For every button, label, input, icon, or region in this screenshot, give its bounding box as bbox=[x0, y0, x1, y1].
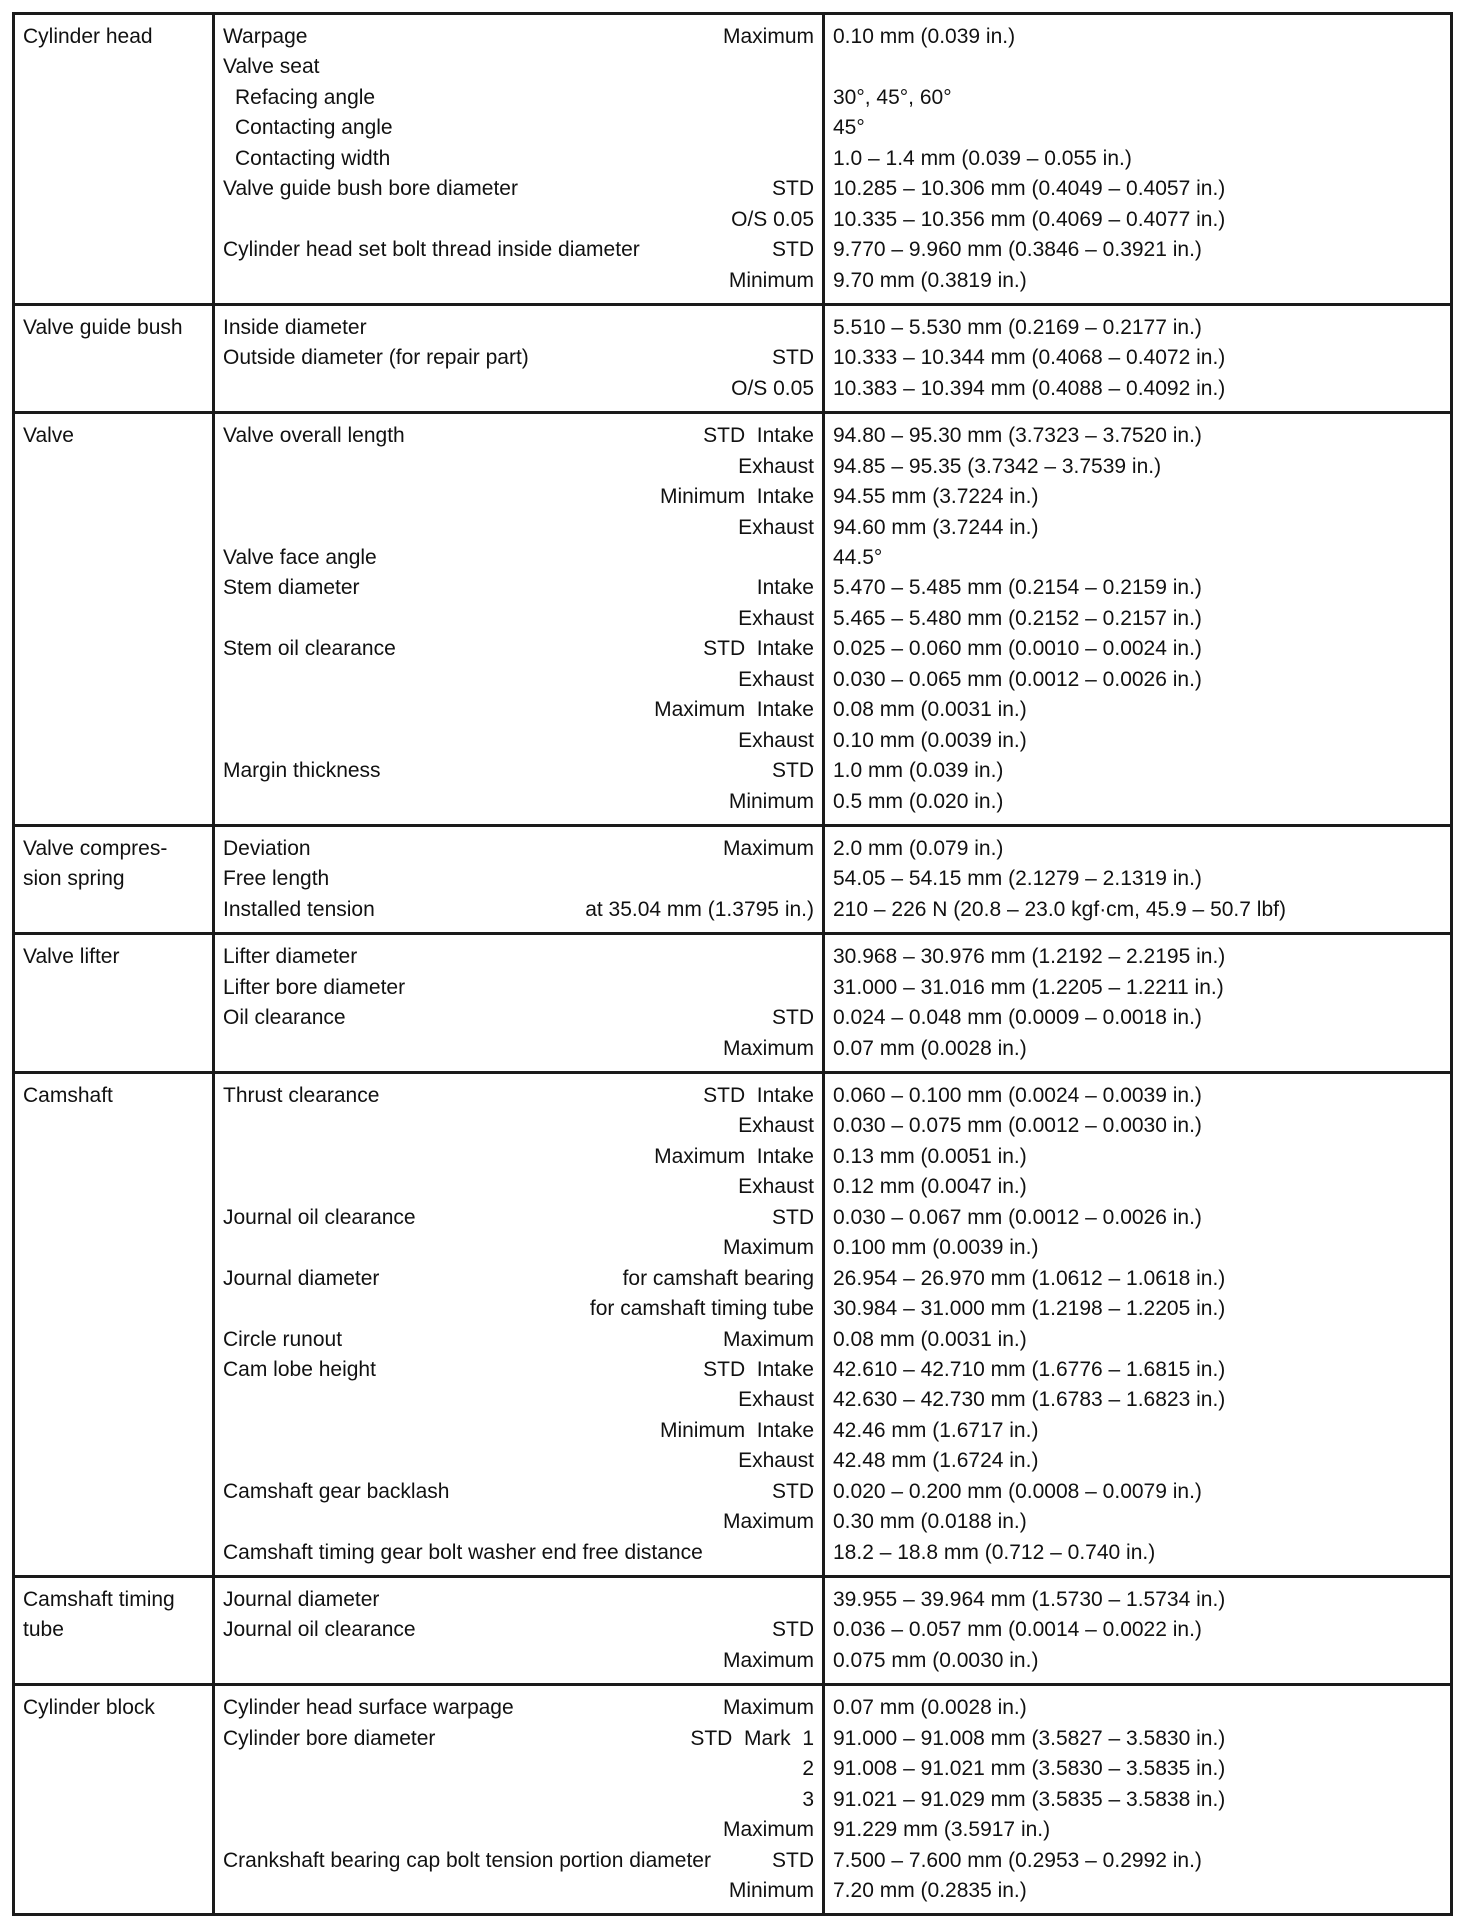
spec-value: 5.465 – 5.480 mm (0.2152 – 0.2157 in.) bbox=[833, 606, 1202, 630]
spec-label: Circle runout bbox=[223, 1327, 343, 1351]
section-title-line: Valve bbox=[23, 424, 74, 448]
spec-row bbox=[223, 1477, 814, 1507]
spec-label: Cam lobe height bbox=[223, 1357, 376, 1381]
spec-value: 0.030 – 0.065 mm (0.0012 – 0.0026 in.) bbox=[833, 667, 1202, 691]
spec-qualifier: STD Intake bbox=[703, 1357, 814, 1381]
spec-qualifier: STD bbox=[772, 1618, 814, 1642]
spec-row bbox=[223, 1754, 814, 1784]
spec-row bbox=[223, 1724, 814, 1754]
section-title bbox=[14, 825, 214, 933]
spec-row bbox=[223, 1264, 814, 1294]
spec-value: 91.000 – 91.008 mm (3.5827 – 3.5830 in.) bbox=[833, 1726, 1226, 1750]
spec-value: 94.80 – 95.30 mm (3.7323 – 3.7520 in.) bbox=[833, 424, 1202, 448]
spec-qualifier: Maximum bbox=[722, 1648, 814, 1672]
spec-qualifier: Exhaust bbox=[738, 1388, 814, 1412]
spec-qualifier: Exhaust bbox=[738, 454, 814, 478]
spec-value: 94.60 mm (3.7244 in.) bbox=[833, 515, 1039, 539]
spec-row bbox=[223, 1538, 814, 1568]
spec-row bbox=[223, 573, 814, 603]
spec-items bbox=[214, 1685, 824, 1915]
spec-value: 18.2 – 18.8 mm (0.712 – 0.740 in.) bbox=[833, 1540, 1156, 1564]
spec-values bbox=[824, 304, 1452, 412]
spec-qualifier: Maximum bbox=[722, 1236, 814, 1260]
spec-row bbox=[223, 1446, 814, 1476]
spec-qualifier: STD Intake bbox=[703, 637, 814, 661]
spec-row bbox=[223, 22, 814, 52]
spec-value: 0.020 – 0.200 mm (0.0008 – 0.0079 in.) bbox=[833, 1479, 1202, 1503]
spec-value bbox=[833, 52, 1442, 82]
spec-section bbox=[14, 14, 1452, 305]
spec-qualifier: STD bbox=[772, 1205, 814, 1229]
spec-row bbox=[223, 1876, 814, 1906]
spec-label: Valve face angle bbox=[223, 546, 377, 569]
spec-qualifier: STD Mark 1 bbox=[690, 1726, 814, 1750]
spec-qualifier: Maximum bbox=[722, 1327, 814, 1351]
section-title-line: sion spring bbox=[23, 867, 125, 891]
spec-value: 5.510 – 5.530 mm (0.2169 – 0.2177 in.) bbox=[833, 315, 1202, 339]
spec-row bbox=[223, 482, 814, 512]
spec-row bbox=[223, 1693, 814, 1723]
spec-value: 42.46 mm (1.6717 in.) bbox=[833, 1418, 1039, 1442]
spec-value: 0.10 mm (0.0039 in.) bbox=[833, 728, 1027, 752]
spec-label: Thrust clearance bbox=[223, 1084, 380, 1107]
spec-value: 1.0 mm (0.039 in.) bbox=[833, 759, 1004, 783]
spec-value: 91.008 – 91.021 mm (3.5830 – 3.5835 in.) bbox=[833, 1757, 1226, 1781]
spec-label: Warpage bbox=[223, 25, 308, 48]
spec-value: 0.060 – 0.100 mm (0.0024 – 0.0039 in.) bbox=[833, 1084, 1202, 1107]
spec-label: Refacing angle bbox=[235, 85, 376, 109]
spec-value: 44.5° bbox=[833, 546, 883, 569]
spec-value: 30.968 – 30.976 mm (1.2192 – 2.2195 in.) bbox=[833, 945, 1226, 969]
spec-row bbox=[223, 1815, 814, 1845]
spec-row bbox=[223, 1416, 814, 1446]
spec-row bbox=[223, 452, 814, 482]
spec-qualifier: Minimum bbox=[728, 1878, 814, 1902]
spec-qualifier: Exhaust bbox=[738, 667, 814, 691]
spec-value: 9.70 mm (0.3819 in.) bbox=[833, 268, 1027, 292]
spec-values bbox=[824, 934, 1452, 1073]
spec-row bbox=[223, 942, 814, 972]
spec-section bbox=[14, 825, 1452, 933]
spec-row bbox=[223, 1785, 814, 1815]
spec-row bbox=[223, 513, 814, 543]
specification-table bbox=[12, 12, 1453, 1916]
spec-qualifier: Minimum bbox=[728, 789, 814, 813]
section-title-line: tube bbox=[23, 1618, 64, 1642]
spec-qualifier: for camshaft bearing bbox=[622, 1266, 814, 1290]
spec-qualifier: Exhaust bbox=[738, 515, 814, 539]
spec-label: Stem diameter bbox=[223, 576, 360, 600]
spec-qualifier: 2 bbox=[802, 1757, 814, 1781]
spec-value: 10.335 – 10.356 mm (0.4069 – 0.4077 in.) bbox=[833, 207, 1226, 231]
spec-row bbox=[223, 205, 814, 235]
spec-value: 94.55 mm (3.7224 in.) bbox=[833, 485, 1039, 509]
spec-label: Free length bbox=[223, 867, 330, 891]
spec-qualifier: STD bbox=[772, 346, 814, 370]
spec-section bbox=[14, 1073, 1452, 1577]
spec-row bbox=[223, 1846, 814, 1876]
spec-row bbox=[223, 374, 814, 404]
spec-row bbox=[223, 1203, 814, 1233]
spec-label: Crankshaft bearing cap bolt tension portion diameter bbox=[223, 1848, 711, 1872]
spec-row bbox=[223, 313, 814, 343]
spec-row bbox=[223, 1507, 814, 1537]
spec-label: Cylinder head surface warpage bbox=[223, 1696, 514, 1720]
spec-value: 0.025 – 0.060 mm (0.0010 – 0.0024 in.) bbox=[833, 637, 1202, 661]
spec-label: Margin thickness bbox=[223, 759, 381, 783]
spec-value: 42.630 – 42.730 mm (1.6783 – 1.6823 in.) bbox=[833, 1388, 1226, 1412]
spec-row bbox=[223, 895, 814, 925]
spec-qualifier: STD bbox=[772, 238, 814, 262]
spec-qualifier: at 35.04 mm (1.3795 in.) bbox=[585, 897, 814, 921]
spec-value: 0.08 mm (0.0031 in.) bbox=[833, 698, 1027, 722]
spec-label: Valve guide bush bore diameter bbox=[223, 177, 518, 201]
spec-qualifier: Maximum bbox=[722, 1510, 814, 1534]
spec-qualifier: O/S 0.05 bbox=[731, 376, 814, 400]
spec-row bbox=[223, 113, 814, 143]
spec-qualifier: STD bbox=[772, 1006, 814, 1030]
spec-value: 0.024 – 0.048 mm (0.0009 – 0.0018 in.) bbox=[833, 1006, 1202, 1030]
spec-row bbox=[223, 756, 814, 786]
spec-value: 0.08 mm (0.0031 in.) bbox=[833, 1327, 1027, 1351]
spec-value: 9.770 – 9.960 mm (0.3846 – 0.3921 in.) bbox=[833, 238, 1202, 262]
spec-value: 26.954 – 26.970 mm (1.0612 – 1.0618 in.) bbox=[833, 1266, 1226, 1290]
spec-value: 0.12 mm (0.0047 in.) bbox=[833, 1175, 1027, 1199]
spec-row bbox=[223, 634, 814, 664]
section-title-line: Valve guide bush bbox=[23, 315, 183, 339]
spec-row bbox=[223, 973, 814, 1003]
spec-row bbox=[223, 1142, 814, 1172]
spec-row bbox=[223, 787, 814, 817]
spec-label: Outside diameter (for repair part) bbox=[223, 346, 529, 370]
spec-value: 10.383 – 10.394 mm (0.4088 – 0.4092 in.) bbox=[833, 376, 1226, 400]
spec-value: 0.13 mm (0.0051 in.) bbox=[833, 1144, 1027, 1168]
spec-row bbox=[223, 1081, 814, 1111]
spec-value: 31.000 – 31.016 mm (1.2205 – 1.2211 in.) bbox=[833, 975, 1224, 999]
spec-qualifier: Exhaust bbox=[738, 1175, 814, 1199]
specification-table-body bbox=[14, 14, 1452, 1915]
section-title-line: Cylinder head bbox=[23, 25, 153, 48]
spec-row bbox=[223, 1585, 814, 1615]
spec-value: 54.05 – 54.15 mm (2.1279 – 2.1319 in.) bbox=[833, 867, 1202, 891]
spec-value: 91.229 mm (3.5917 in.) bbox=[833, 1818, 1051, 1842]
spec-values bbox=[824, 14, 1452, 305]
spec-label: Camshaft gear backlash bbox=[223, 1479, 450, 1503]
spec-section bbox=[14, 304, 1452, 412]
spec-row bbox=[223, 1615, 814, 1645]
spec-row bbox=[223, 266, 814, 296]
spec-value: 42.610 – 42.710 mm (1.6776 – 1.6815 in.) bbox=[833, 1357, 1226, 1381]
spec-value: 94.85 – 95.35 (3.7342 – 3.7539 in.) bbox=[833, 454, 1162, 478]
spec-row bbox=[223, 1111, 814, 1141]
spec-row bbox=[223, 83, 814, 113]
spec-row bbox=[223, 235, 814, 265]
spec-qualifier: Maximum bbox=[722, 25, 814, 48]
spec-label: Journal diameter bbox=[223, 1266, 380, 1290]
spec-row bbox=[223, 604, 814, 634]
spec-row bbox=[223, 52, 814, 82]
spec-qualifier: Maximum bbox=[722, 836, 814, 860]
spec-label: Oil clearance bbox=[223, 1006, 346, 1030]
spec-value: 42.48 mm (1.6724 in.) bbox=[833, 1449, 1039, 1473]
spec-label: Valve seat bbox=[223, 55, 320, 79]
spec-value: 210 – 226 N (20.8 – 23.0 kgf·cm, 45.9 – 50.7 lbf) bbox=[833, 897, 1286, 921]
spec-qualifier: Maximum bbox=[722, 1036, 814, 1060]
spec-label: Contacting width bbox=[235, 146, 391, 170]
spec-row bbox=[223, 1294, 814, 1324]
spec-value: 0.5 mm (0.020 in.) bbox=[833, 789, 1004, 813]
spec-row bbox=[223, 695, 814, 725]
spec-qualifier: STD bbox=[772, 1848, 814, 1872]
section-title-line: Valve compres- bbox=[23, 836, 168, 860]
spec-label: Valve overall length bbox=[223, 424, 405, 448]
spec-row bbox=[223, 343, 814, 373]
spec-qualifier: for camshaft timing tube bbox=[589, 1297, 814, 1321]
spec-qualifier: Minimum Intake bbox=[659, 1418, 814, 1442]
spec-qualifier: Exhaust bbox=[738, 728, 814, 752]
spec-label: Deviation bbox=[223, 836, 311, 860]
spec-value: 0.30 mm (0.0188 in.) bbox=[833, 1510, 1027, 1534]
spec-row bbox=[223, 1646, 814, 1676]
spec-value: 45° bbox=[833, 116, 865, 140]
spec-qualifier: Minimum Intake bbox=[659, 485, 814, 509]
spec-values bbox=[824, 825, 1452, 933]
spec-value: 39.955 – 39.964 mm (1.5730 – 1.5734 in.) bbox=[833, 1588, 1226, 1611]
spec-row bbox=[223, 543, 814, 573]
spec-items bbox=[214, 1577, 824, 1685]
section-title bbox=[14, 1073, 214, 1577]
section-title bbox=[14, 934, 214, 1073]
spec-qualifier: STD bbox=[772, 759, 814, 783]
section-title bbox=[14, 1577, 214, 1685]
spec-items bbox=[214, 825, 824, 933]
spec-items bbox=[214, 304, 824, 412]
spec-label: Cylinder bore diameter bbox=[223, 1726, 436, 1750]
spec-row bbox=[223, 421, 814, 451]
spec-row bbox=[223, 1172, 814, 1202]
spec-value: 0.075 mm (0.0030 in.) bbox=[833, 1648, 1039, 1672]
spec-section bbox=[14, 1577, 1452, 1685]
spec-value: 1.0 – 1.4 mm (0.039 – 0.055 in.) bbox=[833, 146, 1132, 170]
spec-row bbox=[223, 1003, 814, 1033]
spec-values bbox=[824, 1685, 1452, 1915]
spec-row bbox=[223, 1355, 814, 1385]
spec-label: Cylinder head set bolt thread inside diameter bbox=[223, 238, 640, 262]
spec-row bbox=[223, 1385, 814, 1415]
spec-qualifier: O/S 0.05 bbox=[731, 207, 814, 231]
spec-value: 30°, 45°, 60° bbox=[833, 85, 952, 109]
spec-value: 0.100 mm (0.0039 in.) bbox=[833, 1236, 1039, 1260]
spec-qualifier: Minimum bbox=[728, 268, 814, 292]
spec-value: 7.500 – 7.600 mm (0.2953 – 0.2992 in.) bbox=[833, 1848, 1202, 1872]
spec-value: 2.0 mm (0.079 in.) bbox=[833, 836, 1004, 860]
section-title-line: Valve lifter bbox=[23, 945, 120, 969]
spec-items bbox=[214, 1073, 824, 1577]
spec-qualifier: 3 bbox=[802, 1787, 814, 1811]
spec-row bbox=[223, 1233, 814, 1263]
spec-items bbox=[214, 413, 824, 826]
spec-value: 91.021 – 91.029 mm (3.5835 – 3.5838 in.) bbox=[833, 1787, 1226, 1811]
spec-row bbox=[223, 174, 814, 204]
spec-label: Inside diameter bbox=[223, 315, 367, 339]
spec-qualifier: Maximum bbox=[722, 1696, 814, 1720]
spec-values bbox=[824, 413, 1452, 826]
spec-value: 10.285 – 10.306 mm (0.4049 – 0.4057 in.) bbox=[833, 177, 1226, 201]
section-title bbox=[14, 14, 214, 305]
spec-label: Journal oil clearance bbox=[223, 1205, 416, 1229]
spec-value: 0.07 mm (0.0028 in.) bbox=[833, 1696, 1027, 1720]
spec-values bbox=[824, 1577, 1452, 1685]
spec-section bbox=[14, 934, 1452, 1073]
spec-items bbox=[214, 934, 824, 1073]
spec-qualifier: STD bbox=[772, 1479, 814, 1503]
spec-label: Contacting angle bbox=[235, 116, 393, 140]
section-title-line: Cylinder block bbox=[23, 1696, 155, 1720]
spec-label: Lifter bore diameter bbox=[223, 975, 406, 999]
spec-qualifier: Maximum Intake bbox=[654, 698, 814, 722]
spec-section bbox=[14, 1685, 1452, 1915]
spec-row bbox=[223, 1034, 814, 1064]
spec-label: Lifter diameter bbox=[223, 945, 358, 969]
spec-values bbox=[824, 1073, 1452, 1577]
section-title-line: Camshaft timing bbox=[23, 1588, 175, 1611]
spec-section bbox=[14, 413, 1452, 826]
spec-qualifier: STD Intake bbox=[703, 424, 814, 448]
spec-value: 0.030 – 0.075 mm (0.0012 – 0.0030 in.) bbox=[833, 1114, 1202, 1138]
spec-label: Journal diameter bbox=[223, 1588, 380, 1611]
spec-qualifier: STD Intake bbox=[703, 1084, 814, 1107]
spec-value: 0.10 mm (0.039 in.) bbox=[833, 25, 1016, 48]
section-title bbox=[14, 413, 214, 826]
spec-qualifier: Maximum bbox=[722, 1818, 814, 1842]
spec-value: 10.333 – 10.344 mm (0.4068 – 0.4072 in.) bbox=[833, 346, 1226, 370]
spec-qualifier: Exhaust bbox=[738, 1449, 814, 1473]
spec-value: 5.470 – 5.485 mm (0.2154 – 0.2159 in.) bbox=[833, 576, 1202, 600]
spec-row bbox=[223, 834, 814, 864]
spec-qualifier: Exhaust bbox=[738, 1114, 814, 1138]
spec-qualifier: Exhaust bbox=[738, 606, 814, 630]
section-title-line: Camshaft bbox=[23, 1084, 113, 1107]
spec-row bbox=[223, 864, 814, 894]
spec-label: Journal oil clearance bbox=[223, 1618, 416, 1642]
spec-qualifier: Maximum Intake bbox=[654, 1144, 814, 1168]
spec-value: 0.07 mm (0.0028 in.) bbox=[833, 1036, 1027, 1060]
spec-row bbox=[223, 144, 814, 174]
spec-value: 0.030 – 0.067 mm (0.0012 – 0.0026 in.) bbox=[833, 1205, 1202, 1229]
spec-label: Installed tension bbox=[223, 897, 375, 921]
spec-label: Stem oil clearance bbox=[223, 637, 396, 661]
spec-value: 30.984 – 31.000 mm (1.2198 – 1.2205 in.) bbox=[833, 1297, 1226, 1321]
spec-label: Camshaft timing gear bolt washer end free distance bbox=[223, 1540, 703, 1564]
spec-items bbox=[214, 14, 824, 305]
spec-qualifier: STD bbox=[772, 177, 814, 201]
section-title bbox=[14, 304, 214, 412]
spec-row bbox=[223, 726, 814, 756]
section-title bbox=[14, 1685, 214, 1915]
spec-row bbox=[223, 1325, 814, 1355]
spec-value: 0.036 – 0.057 mm (0.0014 – 0.0022 in.) bbox=[833, 1618, 1202, 1642]
spec-qualifier: Intake bbox=[756, 576, 814, 600]
spec-value: 7.20 mm (0.2835 in.) bbox=[833, 1878, 1027, 1902]
spec-row bbox=[223, 665, 814, 695]
